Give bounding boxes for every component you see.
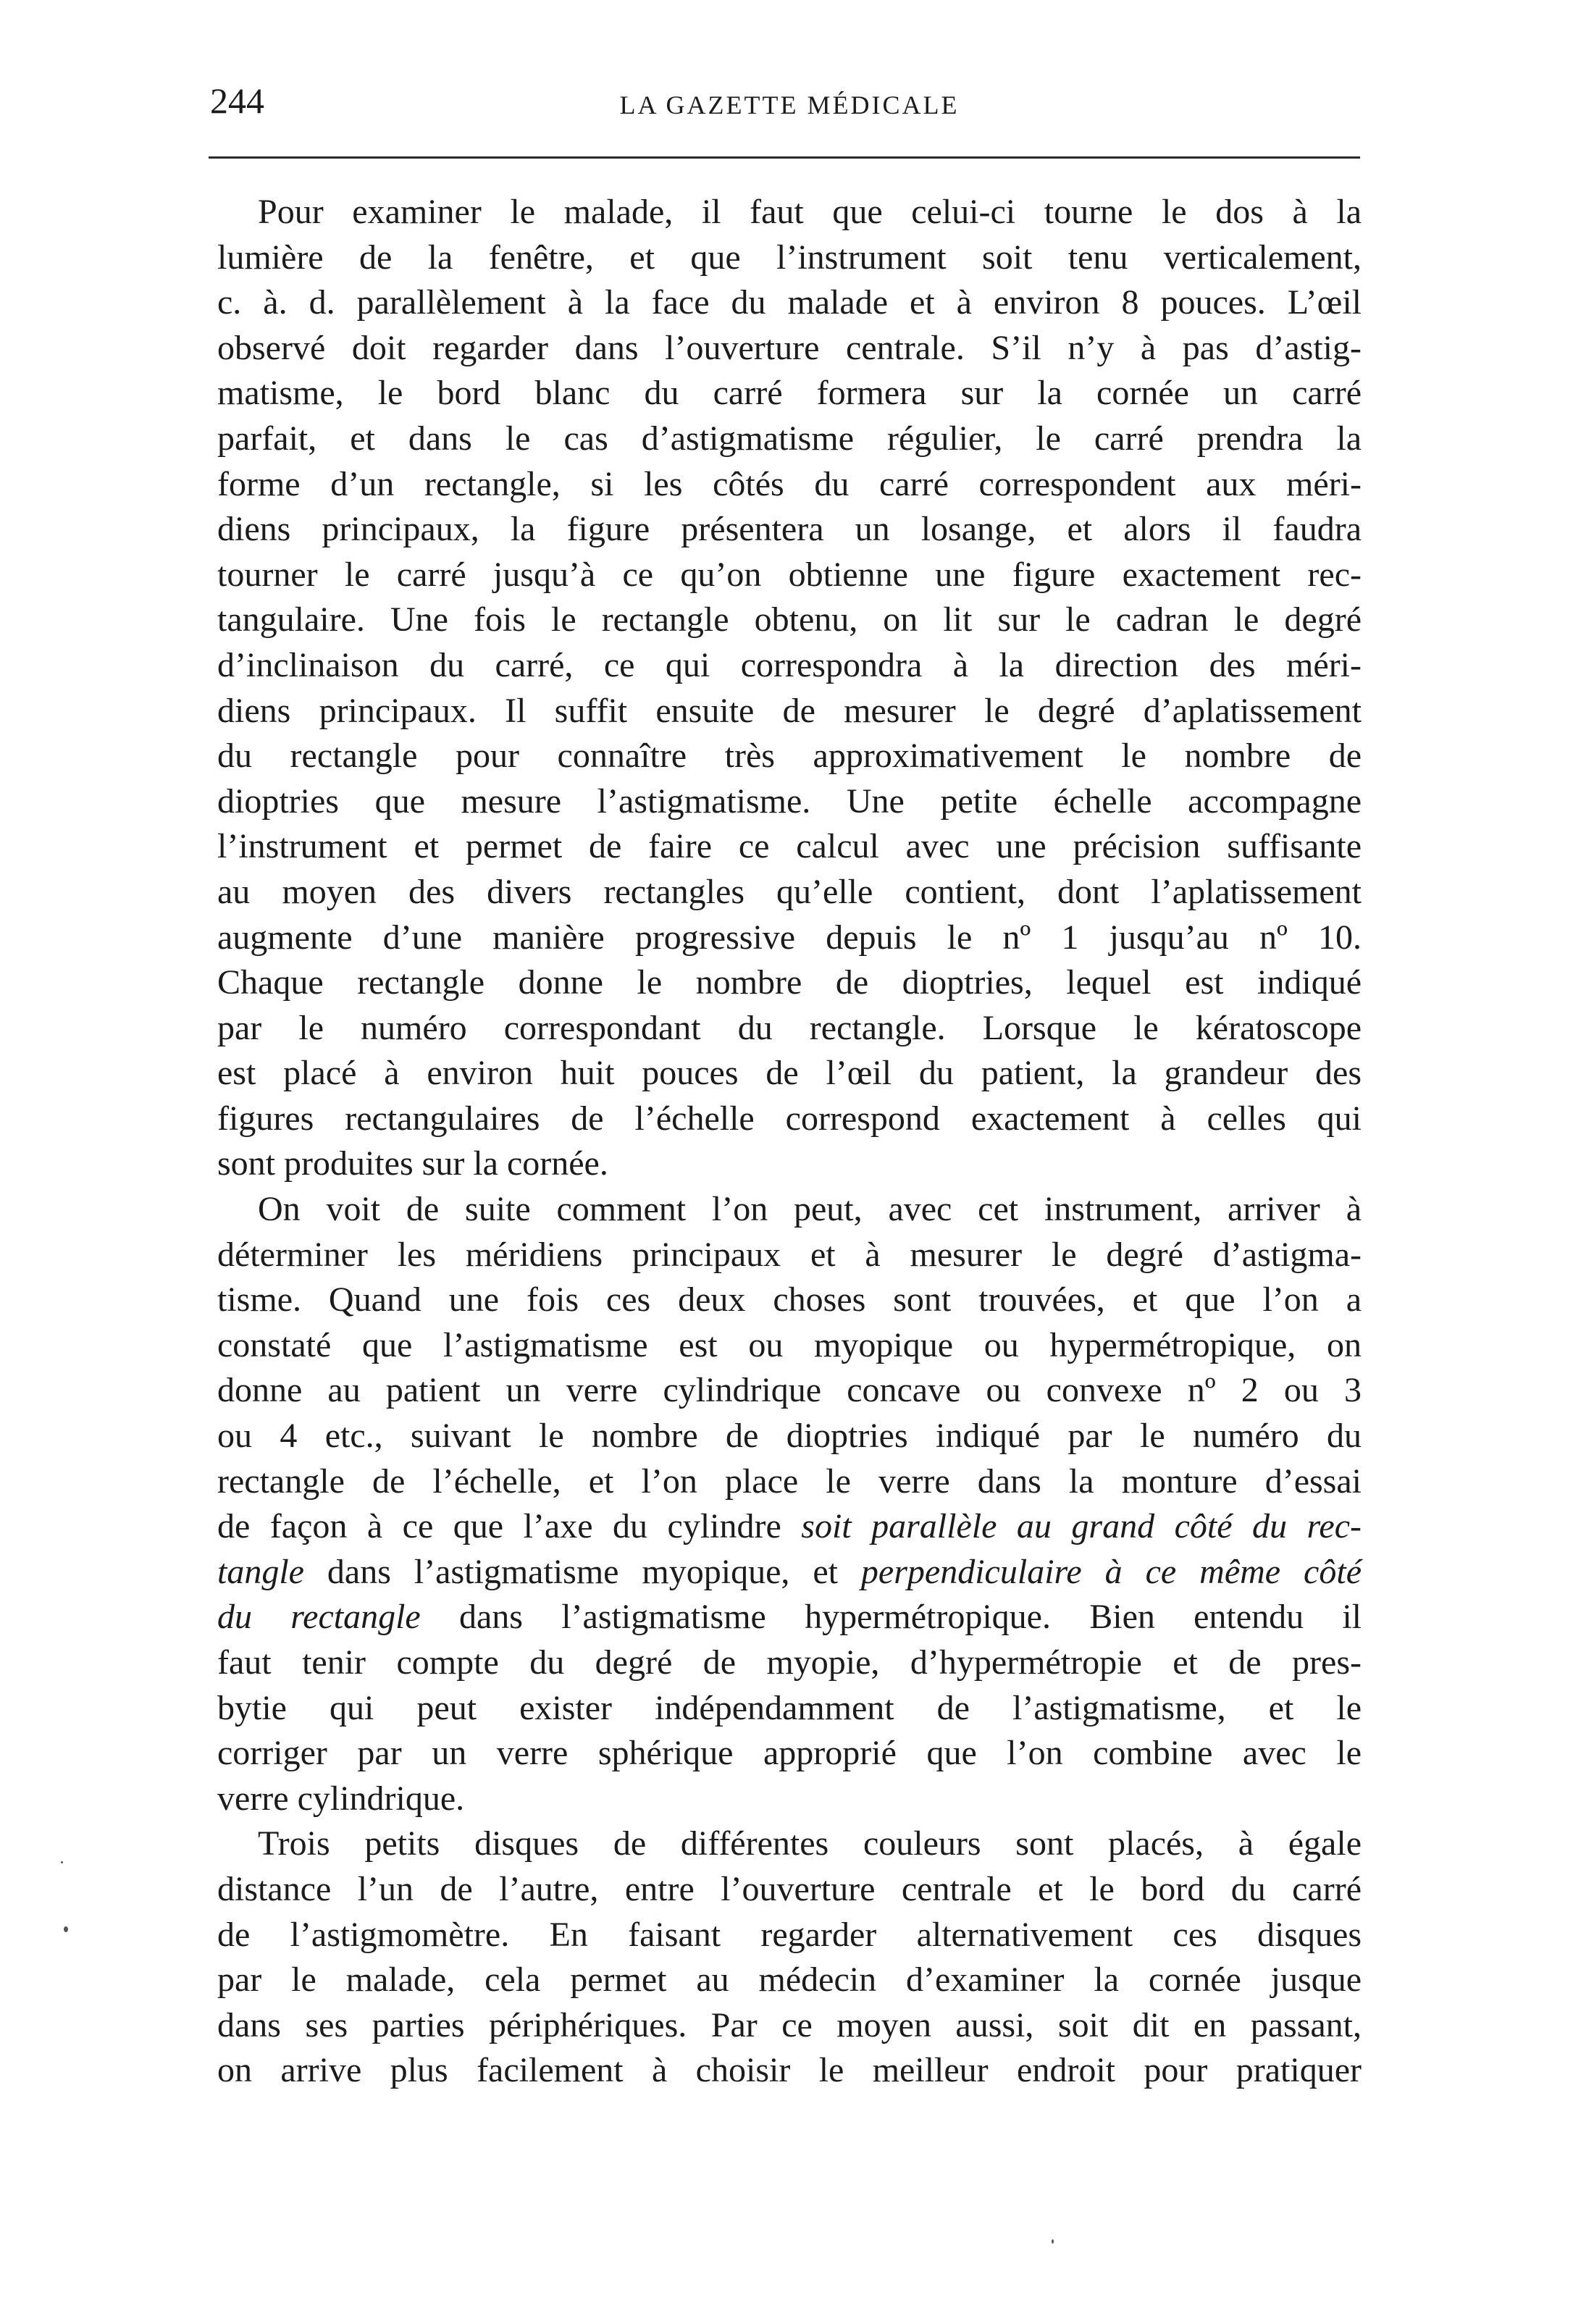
- text-run: dans l’astigmatisme myopique, et: [303, 1552, 861, 1591]
- text-line: donne au patient un verre cylindrique concave ou convexe nº 2 ou 3: [217, 1371, 1362, 1410]
- text-line: Trois petits disques de différentes couleurs sont placés, à égale: [258, 1824, 1362, 1863]
- text-line: augmente d’une manière progressive depuis le nº 1 jusqu’au nº 10.: [217, 918, 1362, 957]
- scan-speck: [61, 1861, 63, 1863]
- text-line: l’instrument et permet de faire ce calcul avec une précision suffisante: [217, 827, 1362, 866]
- text-line: dans ses parties périphériques. Par ce moyen aussi, soit dit en passant,: [217, 2005, 1362, 2044]
- page-header: [210, 75, 1369, 126]
- text-run: de façon à ce que l’axe du cylindre: [217, 1507, 802, 1546]
- text-line: lumière de la fenêtre, et que l’instrument soit tenu verticalement,: [217, 238, 1362, 277]
- text-line: [217, 1550, 1362, 1595]
- text-line: parfait, et dans le cas d’astigmatisme régulier, le carré prendra la: [217, 419, 1362, 458]
- text-line: distance l’un de l’autre, entre l’ouverture centrale et le bord du carré: [217, 1869, 1362, 1908]
- text-line: d’inclinaison du carré, ce qui correspondra à la direction des méri-: [217, 645, 1362, 684]
- text-line: Pour examiner le malade, il faut que celui-ci tourne le dos à la: [258, 193, 1362, 231]
- italic-text: soit parallèle au grand côté du rec-: [801, 1507, 1362, 1546]
- text-line: sont produites sur la cornée.: [217, 1144, 608, 1183]
- text-line: dioptries que mesure l’astigmatisme. Une petite échelle accompagne: [217, 781, 1362, 821]
- text-line: forme d’un rectangle, si les côtés du carré correspondent aux méri-: [217, 464, 1362, 503]
- text-line: corriger par un verre sphérique approprié que l’on combine avec le: [217, 1734, 1362, 1773]
- text-run: dans l’astigmatisme hypermétropique. Bien entendu il: [420, 1598, 1362, 1637]
- scan-speck: [1052, 2239, 1054, 2244]
- text-line: tourner le carré jusqu’à ce qu’on obtienne une figure exactement rec-: [217, 555, 1362, 594]
- body-text: [217, 190, 1362, 2094]
- text-line: on arrive plus facilement à choisir le meilleur endroit pour pratiquer: [217, 2051, 1362, 2090]
- text-line: faut tenir compte du degré de myopie, d’hypermétropie et de pres-: [217, 1643, 1362, 1682]
- text-line: tangulaire. Une fois le rectangle obtenu, on lit sur le cadran le degré: [217, 600, 1362, 639]
- text-line: figures rectangulaires de l’échelle correspond exactement à celles qui: [217, 1099, 1362, 1138]
- text-line: de l’astigmomètre. En faisant regarder alternativement ces disques: [217, 1915, 1362, 1954]
- paragraph-2: [217, 1187, 1362, 1821]
- italic-text: tangle: [217, 1552, 304, 1591]
- page-number: 244: [210, 80, 264, 121]
- paragraph-3: [217, 1821, 1362, 2094]
- text-line: par le malade, cela permet au médecin d’examiner la cornée jusque: [217, 1960, 1362, 2000]
- italic-text: perpendiculaire à ce même côté: [860, 1552, 1362, 1591]
- text-line: c. à. d. parallèlement à la face du malade et à environ 8 pouces. L’œil: [217, 283, 1362, 322]
- text-line: bytie qui peut exister indépendamment de l’astigmatisme, et le: [217, 1688, 1362, 1727]
- text-line: déterminer les méridiens principaux et à mesurer le degré d’astigma-: [217, 1235, 1362, 1274]
- text-line: par le numéro correspondant du rectangle. Lorsque le kératoscope: [217, 1008, 1362, 1047]
- text-line: tisme. Quand une fois ces deux choses sont trouvées, et que l’on a: [217, 1280, 1362, 1320]
- text-line: Chaque rectangle donne le nombre de dioptries, lequel est indiqué: [217, 963, 1362, 1002]
- text-line: verre cylindrique.: [217, 1779, 465, 1818]
- text-line: rectangle de l’échelle, et l’on place le verre dans la monture d’essai: [217, 1461, 1362, 1501]
- running-title: LA GAZETTE MÉDICALE: [619, 91, 960, 119]
- text-line: au moyen des divers rectangles qu’elle contient, dont l’aplatissement: [217, 872, 1362, 911]
- text-line: du rectangle pour connaître très approximativement le nombre de: [217, 737, 1362, 776]
- text-line: [217, 1595, 1362, 1640]
- italic-text: du rectangle: [217, 1598, 421, 1637]
- text-line: observé doit regarder dans l’ouverture centrale. S’il n’y à pas d’astig-: [217, 328, 1362, 367]
- text-line: On voit de suite comment l’on peut, avec cet instrument, arriver à: [258, 1190, 1362, 1229]
- text-line: [217, 1504, 1362, 1550]
- header-rule: [209, 156, 1360, 159]
- text-line: diens principaux. Il suffit ensuite de mesurer le degré d’aplatissement: [217, 691, 1362, 730]
- text-line: est placé à environ huit pouces de l’œil du patient, la grandeur des: [217, 1054, 1362, 1093]
- paragraph-1: [217, 190, 1362, 1187]
- scan-speck: [64, 1926, 68, 1932]
- text-line: ou 4 etc., suivant le nombre de dioptries indiqué par le numéro du: [217, 1417, 1362, 1456]
- text-line: constaté que l’astigmatisme est ou myopique ou hypermétropique, on: [217, 1325, 1362, 1364]
- text-line: diens principaux, la figure présentera un losange, et alors il faudra: [217, 510, 1362, 549]
- text-line: matisme, le bord blanc du carré formera sur la cornée un carré: [217, 374, 1362, 413]
